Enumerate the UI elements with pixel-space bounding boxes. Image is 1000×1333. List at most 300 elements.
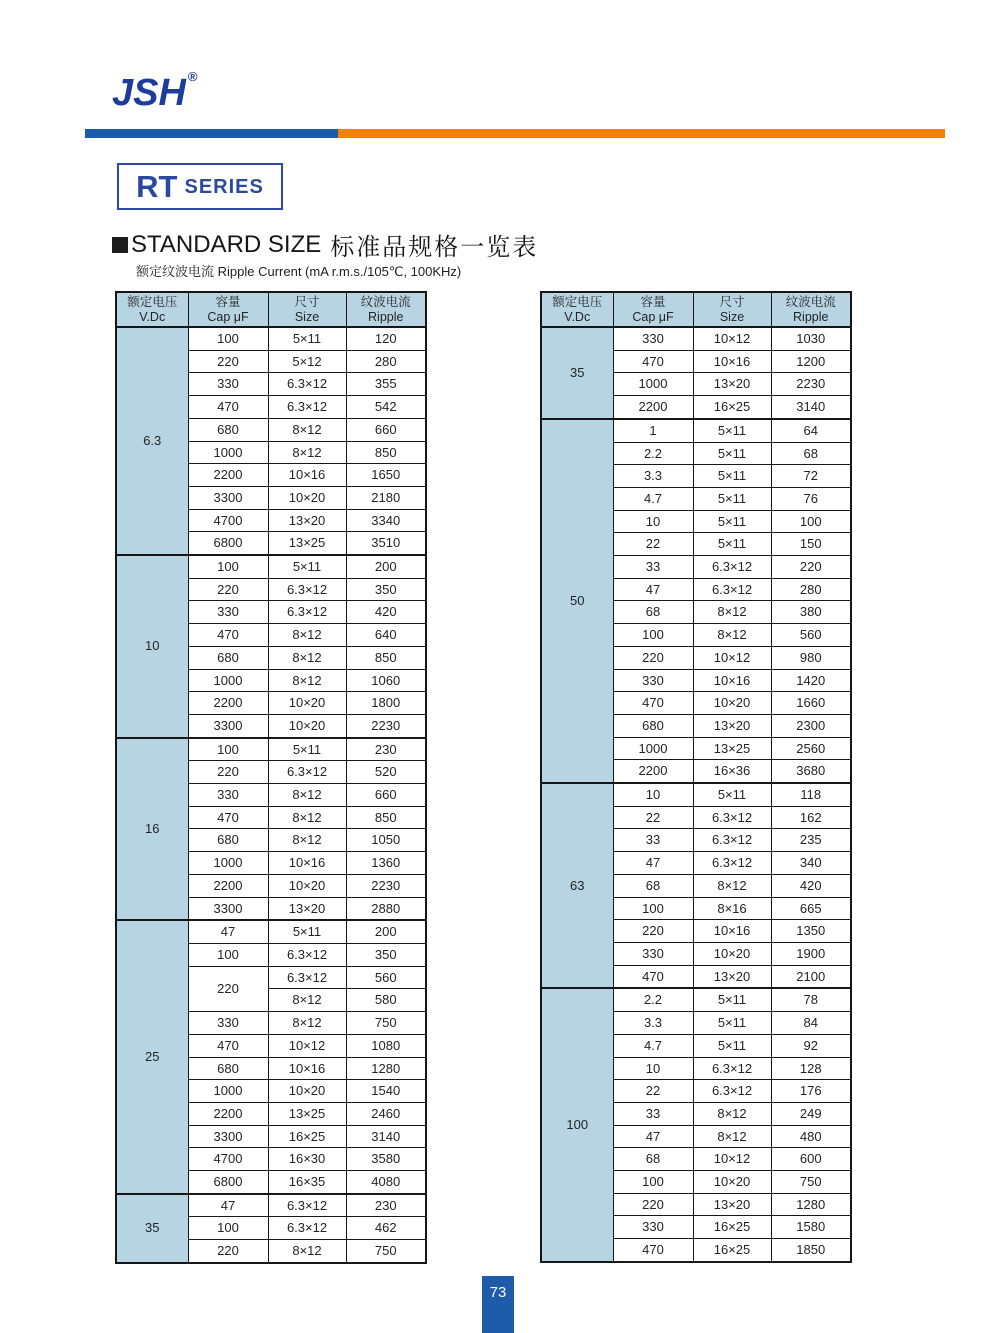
cap-cell: 100 xyxy=(188,738,268,761)
cap-cell: 220 xyxy=(188,761,268,784)
ripple-cell: 1900 xyxy=(771,942,851,965)
size-cell: 16×30 xyxy=(268,1148,346,1171)
ripple-cell: 162 xyxy=(771,806,851,829)
section-heading-en: STANDARD SIZE xyxy=(131,230,322,258)
spec-row xyxy=(116,920,426,943)
voltage-cell: 50 xyxy=(541,419,613,783)
cap-cell: 470 xyxy=(188,624,268,647)
size-cell: 8×12 xyxy=(693,624,771,647)
size-cell: 6.3×12 xyxy=(693,806,771,829)
cap-cell: 330 xyxy=(613,1216,693,1239)
size-cell: 10×12 xyxy=(693,646,771,669)
size-cell: 5×11 xyxy=(693,783,771,806)
ripple-cell: 176 xyxy=(771,1080,851,1103)
size-cell: 13×20 xyxy=(693,373,771,396)
ripple-cell: 3580 xyxy=(346,1148,426,1171)
cap-cell: 3300 xyxy=(188,486,268,509)
ripple-cell: 1650 xyxy=(346,464,426,487)
ripple-cell: 462 xyxy=(346,1217,426,1240)
divider-blue-segment xyxy=(85,129,338,138)
voltage-cell: 63 xyxy=(541,783,613,988)
ripple-cell: 1800 xyxy=(346,692,426,715)
cap-cell: 330 xyxy=(188,373,268,396)
spec-row xyxy=(116,738,426,761)
ripple-cell: 2230 xyxy=(346,874,426,897)
cap-cell: 3300 xyxy=(188,1125,268,1148)
size-cell: 10×16 xyxy=(693,920,771,943)
ripple-cell: 120 xyxy=(346,327,426,350)
cap-cell: 6800 xyxy=(188,1171,268,1194)
size-cell: 6.3×12 xyxy=(268,966,346,989)
page-number: 73 xyxy=(489,1284,507,1301)
size-cell: 8×12 xyxy=(268,806,346,829)
cap-cell: 10 xyxy=(613,783,693,806)
size-cell: 16×25 xyxy=(693,1239,771,1262)
size-cell: 8×12 xyxy=(268,418,346,441)
size-cell: 13×20 xyxy=(268,897,346,920)
size-cell: 13×25 xyxy=(268,1102,346,1125)
ripple-cell: 580 xyxy=(346,989,426,1012)
divider-orange-segment xyxy=(338,129,945,138)
spec-table-left xyxy=(115,291,427,1264)
ripple-cell: 520 xyxy=(346,761,426,784)
cap-cell: 680 xyxy=(188,829,268,852)
cap-cell: 100 xyxy=(613,1171,693,1194)
col-size-header xyxy=(268,292,346,327)
spec-table-right xyxy=(540,291,852,1263)
ripple-cell: 230 xyxy=(346,1194,426,1217)
cap-cell: 2200 xyxy=(188,464,268,487)
size-cell: 13×25 xyxy=(268,532,346,555)
ripple-cell: 750 xyxy=(346,1012,426,1035)
page-number-tab xyxy=(482,1276,514,1333)
ripple-cell: 850 xyxy=(346,441,426,464)
col-ripple-header xyxy=(346,292,426,327)
size-cell: 5×11 xyxy=(268,555,346,578)
voltage-cell: 10 xyxy=(116,555,188,738)
size-cell: 13×20 xyxy=(693,1193,771,1216)
cap-cell: 2200 xyxy=(613,396,693,419)
cap-cell: 1000 xyxy=(613,373,693,396)
size-cell: 5×11 xyxy=(693,487,771,510)
voltage-cell: 16 xyxy=(116,738,188,921)
cap-cell: 22 xyxy=(613,533,693,556)
voltage-cell: 25 xyxy=(116,920,188,1193)
size-cell: 8×12 xyxy=(268,1240,346,1263)
cap-cell: 1000 xyxy=(188,669,268,692)
brand-logo xyxy=(112,69,198,114)
size-cell: 16×35 xyxy=(268,1171,346,1194)
size-cell: 5×11 xyxy=(268,327,346,350)
cap-cell: 1000 xyxy=(188,1080,268,1103)
series-word: SERIES xyxy=(184,175,264,198)
size-cell: 10×20 xyxy=(268,714,346,737)
cap-cell: 330 xyxy=(188,1012,268,1035)
spec-row xyxy=(541,988,851,1011)
ripple-cell: 560 xyxy=(771,624,851,647)
col-ripple-en: Ripple xyxy=(368,309,404,324)
ripple-cell: 420 xyxy=(346,601,426,624)
ripple-cell: 542 xyxy=(346,396,426,419)
size-cell: 8×12 xyxy=(268,989,346,1012)
size-cell: 16×25 xyxy=(693,1216,771,1239)
spec-row xyxy=(541,419,851,442)
logo-text: JSH xyxy=(112,72,186,114)
ripple-cell: 750 xyxy=(771,1171,851,1194)
spec-row xyxy=(541,783,851,806)
cap-cell: 330 xyxy=(613,327,693,350)
ripple-cell: 1050 xyxy=(346,829,426,852)
ripple-cell: 420 xyxy=(771,874,851,897)
size-cell: 8×12 xyxy=(268,669,346,692)
cap-cell: 100 xyxy=(188,1217,268,1240)
size-cell: 8×12 xyxy=(268,624,346,647)
cap-cell: 100 xyxy=(613,897,693,920)
ripple-cell: 249 xyxy=(771,1102,851,1125)
size-cell: 10×20 xyxy=(268,692,346,715)
ripple-cell: 92 xyxy=(771,1034,851,1057)
col-ripple-cn: 纹波电流 xyxy=(785,294,836,309)
cap-cell: 2.2 xyxy=(613,442,693,465)
ripple-cell: 1280 xyxy=(346,1057,426,1080)
ripple-cell: 235 xyxy=(771,829,851,852)
cap-cell: 68 xyxy=(613,601,693,624)
cap-cell: 220 xyxy=(613,646,693,669)
cap-cell: 3.3 xyxy=(613,1012,693,1035)
series-code: RT xyxy=(136,169,178,204)
ripple-cell: 78 xyxy=(771,988,851,1011)
ripple-cell: 850 xyxy=(346,646,426,669)
size-cell: 6.3×12 xyxy=(268,578,346,601)
size-cell: 6.3×12 xyxy=(268,1194,346,1217)
cap-cell: 47 xyxy=(188,920,268,943)
cap-cell: 1 xyxy=(613,419,693,442)
ripple-cell: 2460 xyxy=(346,1102,426,1125)
ripple-cell: 1540 xyxy=(346,1080,426,1103)
col-voltage-cn: 额定电压 xyxy=(552,294,603,309)
ripple-cell: 280 xyxy=(771,578,851,601)
ripple-cell: 72 xyxy=(771,465,851,488)
ripple-cell: 76 xyxy=(771,487,851,510)
size-cell: 8×12 xyxy=(268,1012,346,1035)
col-size-cn: 尺寸 xyxy=(294,294,320,309)
ripple-cell: 980 xyxy=(771,646,851,669)
cap-cell: 68 xyxy=(613,1148,693,1171)
cap-cell: 1000 xyxy=(613,737,693,760)
size-cell: 8×16 xyxy=(693,897,771,920)
ripple-cell: 2560 xyxy=(771,737,851,760)
ripple-cell: 1360 xyxy=(346,852,426,875)
ripple-cell: 200 xyxy=(346,555,426,578)
ripple-cell: 1200 xyxy=(771,350,851,373)
size-cell: 10×12 xyxy=(693,327,771,350)
ripple-cell: 850 xyxy=(346,806,426,829)
spec-table-left-wrap xyxy=(115,291,427,1264)
ripple-cell: 380 xyxy=(771,601,851,624)
cap-cell: 6800 xyxy=(188,532,268,555)
ripple-cell: 660 xyxy=(346,784,426,807)
ripple-cell: 560 xyxy=(346,966,426,989)
ripple-cell: 1030 xyxy=(771,327,851,350)
size-cell: 8×12 xyxy=(693,874,771,897)
cap-cell: 330 xyxy=(613,669,693,692)
cap-cell: 680 xyxy=(188,646,268,669)
size-cell: 10×20 xyxy=(268,874,346,897)
ripple-current-note: 额定纹波电流 Ripple Current (mA r.m.s./105℃, 100KHz) xyxy=(136,264,462,279)
col-ripple-header xyxy=(771,292,851,327)
size-cell: 8×12 xyxy=(268,441,346,464)
col-cap-header xyxy=(613,292,693,327)
cap-cell: 2200 xyxy=(613,760,693,783)
voltage-cell: 35 xyxy=(116,1194,188,1263)
spec-row xyxy=(541,327,851,350)
ripple-cell: 750 xyxy=(346,1240,426,1263)
cap-cell: 1000 xyxy=(188,441,268,464)
size-cell: 6.3×12 xyxy=(693,1080,771,1103)
size-cell: 10×20 xyxy=(693,1171,771,1194)
size-cell: 13×20 xyxy=(693,965,771,988)
cap-cell: 33 xyxy=(613,1102,693,1125)
size-cell: 10×12 xyxy=(268,1034,346,1057)
col-size-header xyxy=(693,292,771,327)
ripple-cell: 68 xyxy=(771,442,851,465)
cap-cell: 47 xyxy=(613,852,693,875)
cap-cell: 3300 xyxy=(188,897,268,920)
size-cell: 5×11 xyxy=(693,442,771,465)
size-cell: 5×11 xyxy=(693,510,771,533)
ripple-cell: 340 xyxy=(771,852,851,875)
cap-cell: 470 xyxy=(188,806,268,829)
cap-cell: 220 xyxy=(188,578,268,601)
cap-cell: 4700 xyxy=(188,1148,268,1171)
cap-cell: 100 xyxy=(188,327,268,350)
ripple-cell: 2230 xyxy=(771,373,851,396)
cap-cell: 33 xyxy=(613,556,693,579)
ripple-cell: 1060 xyxy=(346,669,426,692)
cap-cell: 680 xyxy=(613,714,693,737)
col-voltage-header xyxy=(541,292,613,327)
size-cell: 10×20 xyxy=(268,486,346,509)
size-cell: 6.3×12 xyxy=(693,1057,771,1080)
cap-cell: 2.2 xyxy=(613,988,693,1011)
size-cell: 16×25 xyxy=(268,1125,346,1148)
series-badge xyxy=(117,163,283,210)
ripple-cell: 100 xyxy=(771,510,851,533)
ripple-cell: 84 xyxy=(771,1012,851,1035)
header-divider xyxy=(85,129,945,138)
ripple-cell: 3140 xyxy=(346,1125,426,1148)
ripple-cell: 1280 xyxy=(771,1193,851,1216)
cap-cell: 47 xyxy=(613,1125,693,1148)
ripple-cell: 355 xyxy=(346,373,426,396)
col-size-en: Size xyxy=(719,309,745,324)
size-cell: 13×20 xyxy=(268,509,346,532)
size-cell: 6.3×12 xyxy=(268,396,346,419)
size-cell: 5×11 xyxy=(693,1012,771,1035)
cap-cell: 100 xyxy=(613,624,693,647)
size-cell: 8×12 xyxy=(693,601,771,624)
ripple-cell: 2880 xyxy=(346,897,426,920)
col-voltage-cn: 额定电压 xyxy=(127,294,178,309)
size-cell: 6.3×12 xyxy=(693,829,771,852)
size-cell: 13×20 xyxy=(693,714,771,737)
size-cell: 8×12 xyxy=(268,646,346,669)
ripple-cell: 665 xyxy=(771,897,851,920)
ripple-cell: 2180 xyxy=(346,486,426,509)
cap-cell: 330 xyxy=(613,942,693,965)
size-cell: 13×25 xyxy=(693,737,771,760)
cap-cell: 3300 xyxy=(188,714,268,737)
cap-cell: 4.7 xyxy=(613,1034,693,1057)
cap-cell: 220 xyxy=(188,966,268,1011)
cap-cell: 470 xyxy=(613,1239,693,1262)
ripple-cell: 200 xyxy=(346,920,426,943)
col-cap-header xyxy=(188,292,268,327)
ripple-cell: 1850 xyxy=(771,1239,851,1262)
cap-cell: 4.7 xyxy=(613,487,693,510)
ripple-cell: 280 xyxy=(346,350,426,373)
cap-cell: 220 xyxy=(613,920,693,943)
ripple-cell: 3140 xyxy=(771,396,851,419)
cap-cell: 33 xyxy=(613,829,693,852)
col-size-en: Size xyxy=(294,309,320,324)
col-voltage-header xyxy=(116,292,188,327)
size-cell: 10×20 xyxy=(268,1080,346,1103)
cap-cell: 47 xyxy=(613,578,693,601)
col-voltage-en: V.Dc xyxy=(564,309,591,324)
col-cap-cn: 容量 xyxy=(640,294,666,309)
size-cell: 6.3×12 xyxy=(693,556,771,579)
size-cell: 6.3×12 xyxy=(268,601,346,624)
section-heading xyxy=(112,227,538,262)
ripple-cell: 3680 xyxy=(771,760,851,783)
size-cell: 8×12 xyxy=(693,1102,771,1125)
ripple-cell: 1350 xyxy=(771,920,851,943)
cap-cell: 330 xyxy=(188,784,268,807)
ripple-cell: 2100 xyxy=(771,965,851,988)
cap-cell: 4700 xyxy=(188,509,268,532)
col-cap-cn: 容量 xyxy=(215,294,241,309)
cap-cell: 330 xyxy=(188,601,268,624)
cap-cell: 47 xyxy=(188,1194,268,1217)
size-cell: 5×11 xyxy=(693,988,771,1011)
cap-cell: 220 xyxy=(613,1193,693,1216)
size-cell: 16×25 xyxy=(693,396,771,419)
ripple-cell: 660 xyxy=(346,418,426,441)
cap-cell: 22 xyxy=(613,1080,693,1103)
cap-cell: 470 xyxy=(613,692,693,715)
cap-cell: 680 xyxy=(188,418,268,441)
cap-cell: 470 xyxy=(613,965,693,988)
ripple-cell: 600 xyxy=(771,1148,851,1171)
cap-cell: 470 xyxy=(613,350,693,373)
cap-cell: 10 xyxy=(613,510,693,533)
size-cell: 5×11 xyxy=(693,533,771,556)
ripple-cell: 2230 xyxy=(346,714,426,737)
size-cell: 16×36 xyxy=(693,760,771,783)
ripple-cell: 350 xyxy=(346,943,426,966)
ripple-cell: 3510 xyxy=(346,532,426,555)
square-bullet-icon xyxy=(112,237,128,253)
header-row xyxy=(541,292,851,327)
ripple-cell: 1580 xyxy=(771,1216,851,1239)
size-cell: 10×20 xyxy=(693,942,771,965)
size-cell: 6.3×12 xyxy=(268,943,346,966)
size-cell: 6.3×12 xyxy=(268,761,346,784)
col-cap-en: Cap μF xyxy=(207,309,249,324)
cap-cell: 680 xyxy=(188,1057,268,1080)
voltage-cell: 6.3 xyxy=(116,327,188,555)
col-voltage-en: V.Dc xyxy=(139,309,166,324)
ripple-cell: 118 xyxy=(771,783,851,806)
cap-cell: 100 xyxy=(188,943,268,966)
cap-cell: 2200 xyxy=(188,1102,268,1125)
size-cell: 10×20 xyxy=(693,692,771,715)
ripple-cell: 4080 xyxy=(346,1171,426,1194)
size-cell: 10×16 xyxy=(693,669,771,692)
ripple-cell: 64 xyxy=(771,419,851,442)
cap-cell: 22 xyxy=(613,806,693,829)
size-cell: 8×12 xyxy=(693,1125,771,1148)
size-cell: 5×11 xyxy=(693,465,771,488)
cap-cell: 2200 xyxy=(188,692,268,715)
size-cell: 5×11 xyxy=(268,738,346,761)
size-cell: 10×16 xyxy=(693,350,771,373)
ripple-cell: 350 xyxy=(346,578,426,601)
size-cell: 10×16 xyxy=(268,852,346,875)
ripple-cell: 1420 xyxy=(771,669,851,692)
size-cell: 5×11 xyxy=(693,419,771,442)
size-cell: 5×12 xyxy=(268,350,346,373)
spec-row xyxy=(116,555,426,578)
ripple-cell: 1660 xyxy=(771,692,851,715)
ripple-cell: 2300 xyxy=(771,714,851,737)
ripple-cell: 480 xyxy=(771,1125,851,1148)
cap-cell: 1000 xyxy=(188,852,268,875)
voltage-cell: 35 xyxy=(541,327,613,419)
size-cell: 5×11 xyxy=(693,1034,771,1057)
ripple-cell: 230 xyxy=(346,738,426,761)
cap-cell: 470 xyxy=(188,1034,268,1057)
col-cap-en: Cap μF xyxy=(632,309,674,324)
spec-row xyxy=(116,1194,426,1217)
spec-table-right-wrap xyxy=(540,291,852,1263)
registered-mark-icon: ® xyxy=(187,69,198,84)
size-cell: 10×16 xyxy=(268,464,346,487)
size-cell: 5×11 xyxy=(268,920,346,943)
ripple-cell: 150 xyxy=(771,533,851,556)
col-ripple-en: Ripple xyxy=(793,309,829,324)
cap-cell: 3.3 xyxy=(613,465,693,488)
ripple-cell: 3340 xyxy=(346,509,426,532)
size-cell: 10×12 xyxy=(693,1148,771,1171)
ripple-cell: 128 xyxy=(771,1057,851,1080)
cap-cell: 220 xyxy=(188,350,268,373)
size-cell: 6.3×12 xyxy=(268,1217,346,1240)
ripple-cell: 220 xyxy=(771,556,851,579)
section-heading-cn: 标准品规格一览表 xyxy=(330,234,539,261)
cap-cell: 10 xyxy=(613,1057,693,1080)
cap-cell: 470 xyxy=(188,396,268,419)
size-cell: 10×16 xyxy=(268,1057,346,1080)
cap-cell: 2200 xyxy=(188,874,268,897)
size-cell: 8×12 xyxy=(268,829,346,852)
cap-cell: 220 xyxy=(188,1240,268,1263)
spec-row xyxy=(116,327,426,350)
size-cell: 6.3×12 xyxy=(693,578,771,601)
col-size-cn: 尺寸 xyxy=(719,294,745,309)
size-cell: 6.3×12 xyxy=(268,373,346,396)
